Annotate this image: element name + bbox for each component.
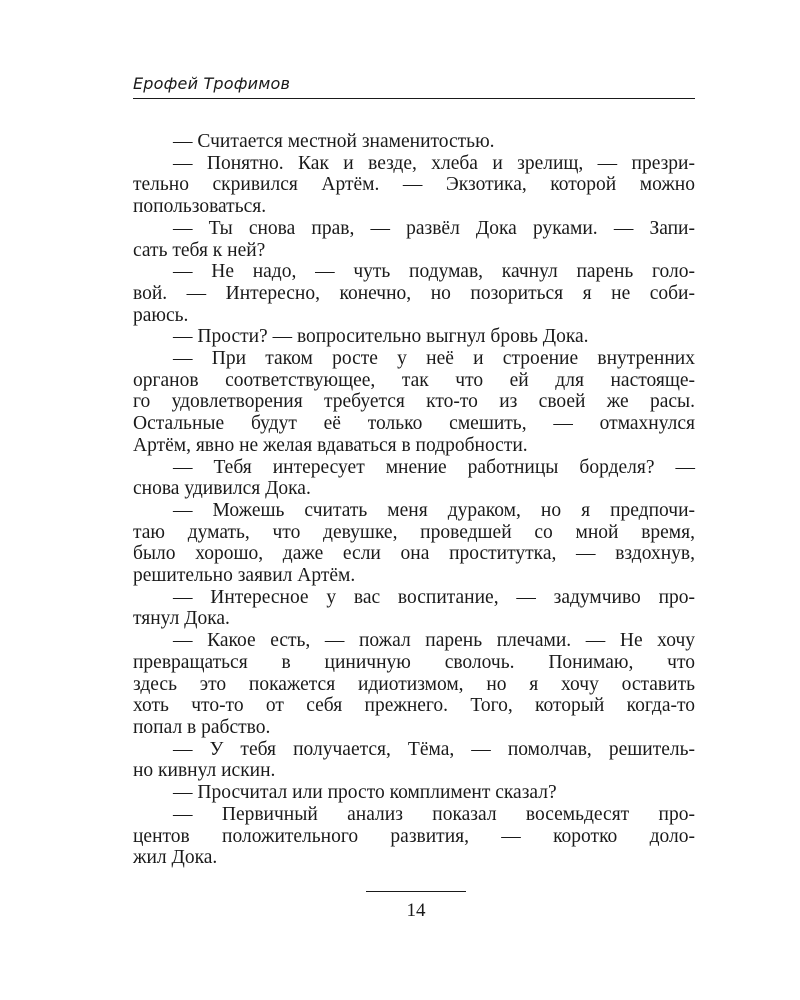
text-line: вой. — Интересно, конечно, но позориться я не соби- xyxy=(133,282,695,304)
text-line: — Первичный анализ показал восемьдесят про- xyxy=(173,803,695,825)
text-line: было хорошо, даже если она проститутка, — вздохнув, xyxy=(133,543,695,565)
text-line: — Не надо, — чуть подумав, качнул парень голо- xyxy=(173,261,695,283)
text-line: раюсь. xyxy=(133,304,189,326)
text-line: Остальные будут её только смешить, — отмахнулся xyxy=(133,413,695,435)
text-line: хоть что-то от себя прежнего. Того, который когда-то xyxy=(133,695,695,717)
text-line: тянул Дока. xyxy=(133,608,230,630)
text-line: — Какое есть, — пожал парень плечами. — Не хочу xyxy=(173,630,695,652)
text-line: — Интересное у вас воспитание, — задумчиво про- xyxy=(173,586,695,608)
text-line: — Можешь считать меня дураком, но я предпочи- xyxy=(173,499,695,521)
author-name: Ерофей Трофимов xyxy=(133,74,291,93)
text-line: — Считается местной знаменитостью. xyxy=(173,131,495,152)
text-line: тельно скривился Артём. — Экзотика, которой можно xyxy=(133,174,695,196)
text-line: решительно заявил Артём. xyxy=(133,565,356,587)
text-line: снова удивился Дока. xyxy=(133,478,311,500)
running-header xyxy=(133,74,695,99)
page-number: 14 xyxy=(406,900,426,921)
text-line: — У тебя получается, Тёма, — помолчав, решитель- xyxy=(173,738,695,760)
text-line: Артём, явно не желая вдаваться в подробности. xyxy=(133,434,528,456)
text-line: органов соответствующее, так что ей для настояще- xyxy=(133,369,695,391)
text-line: попользоваться. xyxy=(133,196,267,218)
text-line: попал в рабство. xyxy=(133,716,271,738)
body-text xyxy=(133,131,695,869)
text-line: но кивнул искин. xyxy=(133,760,276,782)
text-line: — Прости? — вопросительно выгнул бровь Дока. xyxy=(173,326,589,348)
text-line: — Понятно. Как и везде, хлеба и зрелищ, — презри- xyxy=(173,152,695,174)
text-line: сать тебя к ней? xyxy=(133,239,266,261)
text-line: — При таком росте у неё и строение внутренних xyxy=(173,348,695,370)
text-line: превращаться в циничную сволочь. Понимаю, что xyxy=(133,651,695,673)
text-line: — Просчитал или просто комплимент сказал? xyxy=(173,782,557,804)
text-line: таю думать, что девушке, проведшей со мной время, xyxy=(133,521,695,543)
text-line: центов положительного развития, — коротко доло- xyxy=(133,825,695,847)
text-line: го удовлетворения требуется кто-то из своей же расы. xyxy=(133,391,695,413)
text-line: здесь это покажется идиотизмом, но я хочу оставить xyxy=(133,673,695,695)
text-line: жил Дока. xyxy=(133,847,218,869)
footer-rule xyxy=(366,891,466,892)
text-line: — Ты снова прав, — развёл Дока руками. — Запи- xyxy=(173,217,695,239)
text-line: — Тебя интересует мнение работницы борделя? — xyxy=(173,456,695,478)
